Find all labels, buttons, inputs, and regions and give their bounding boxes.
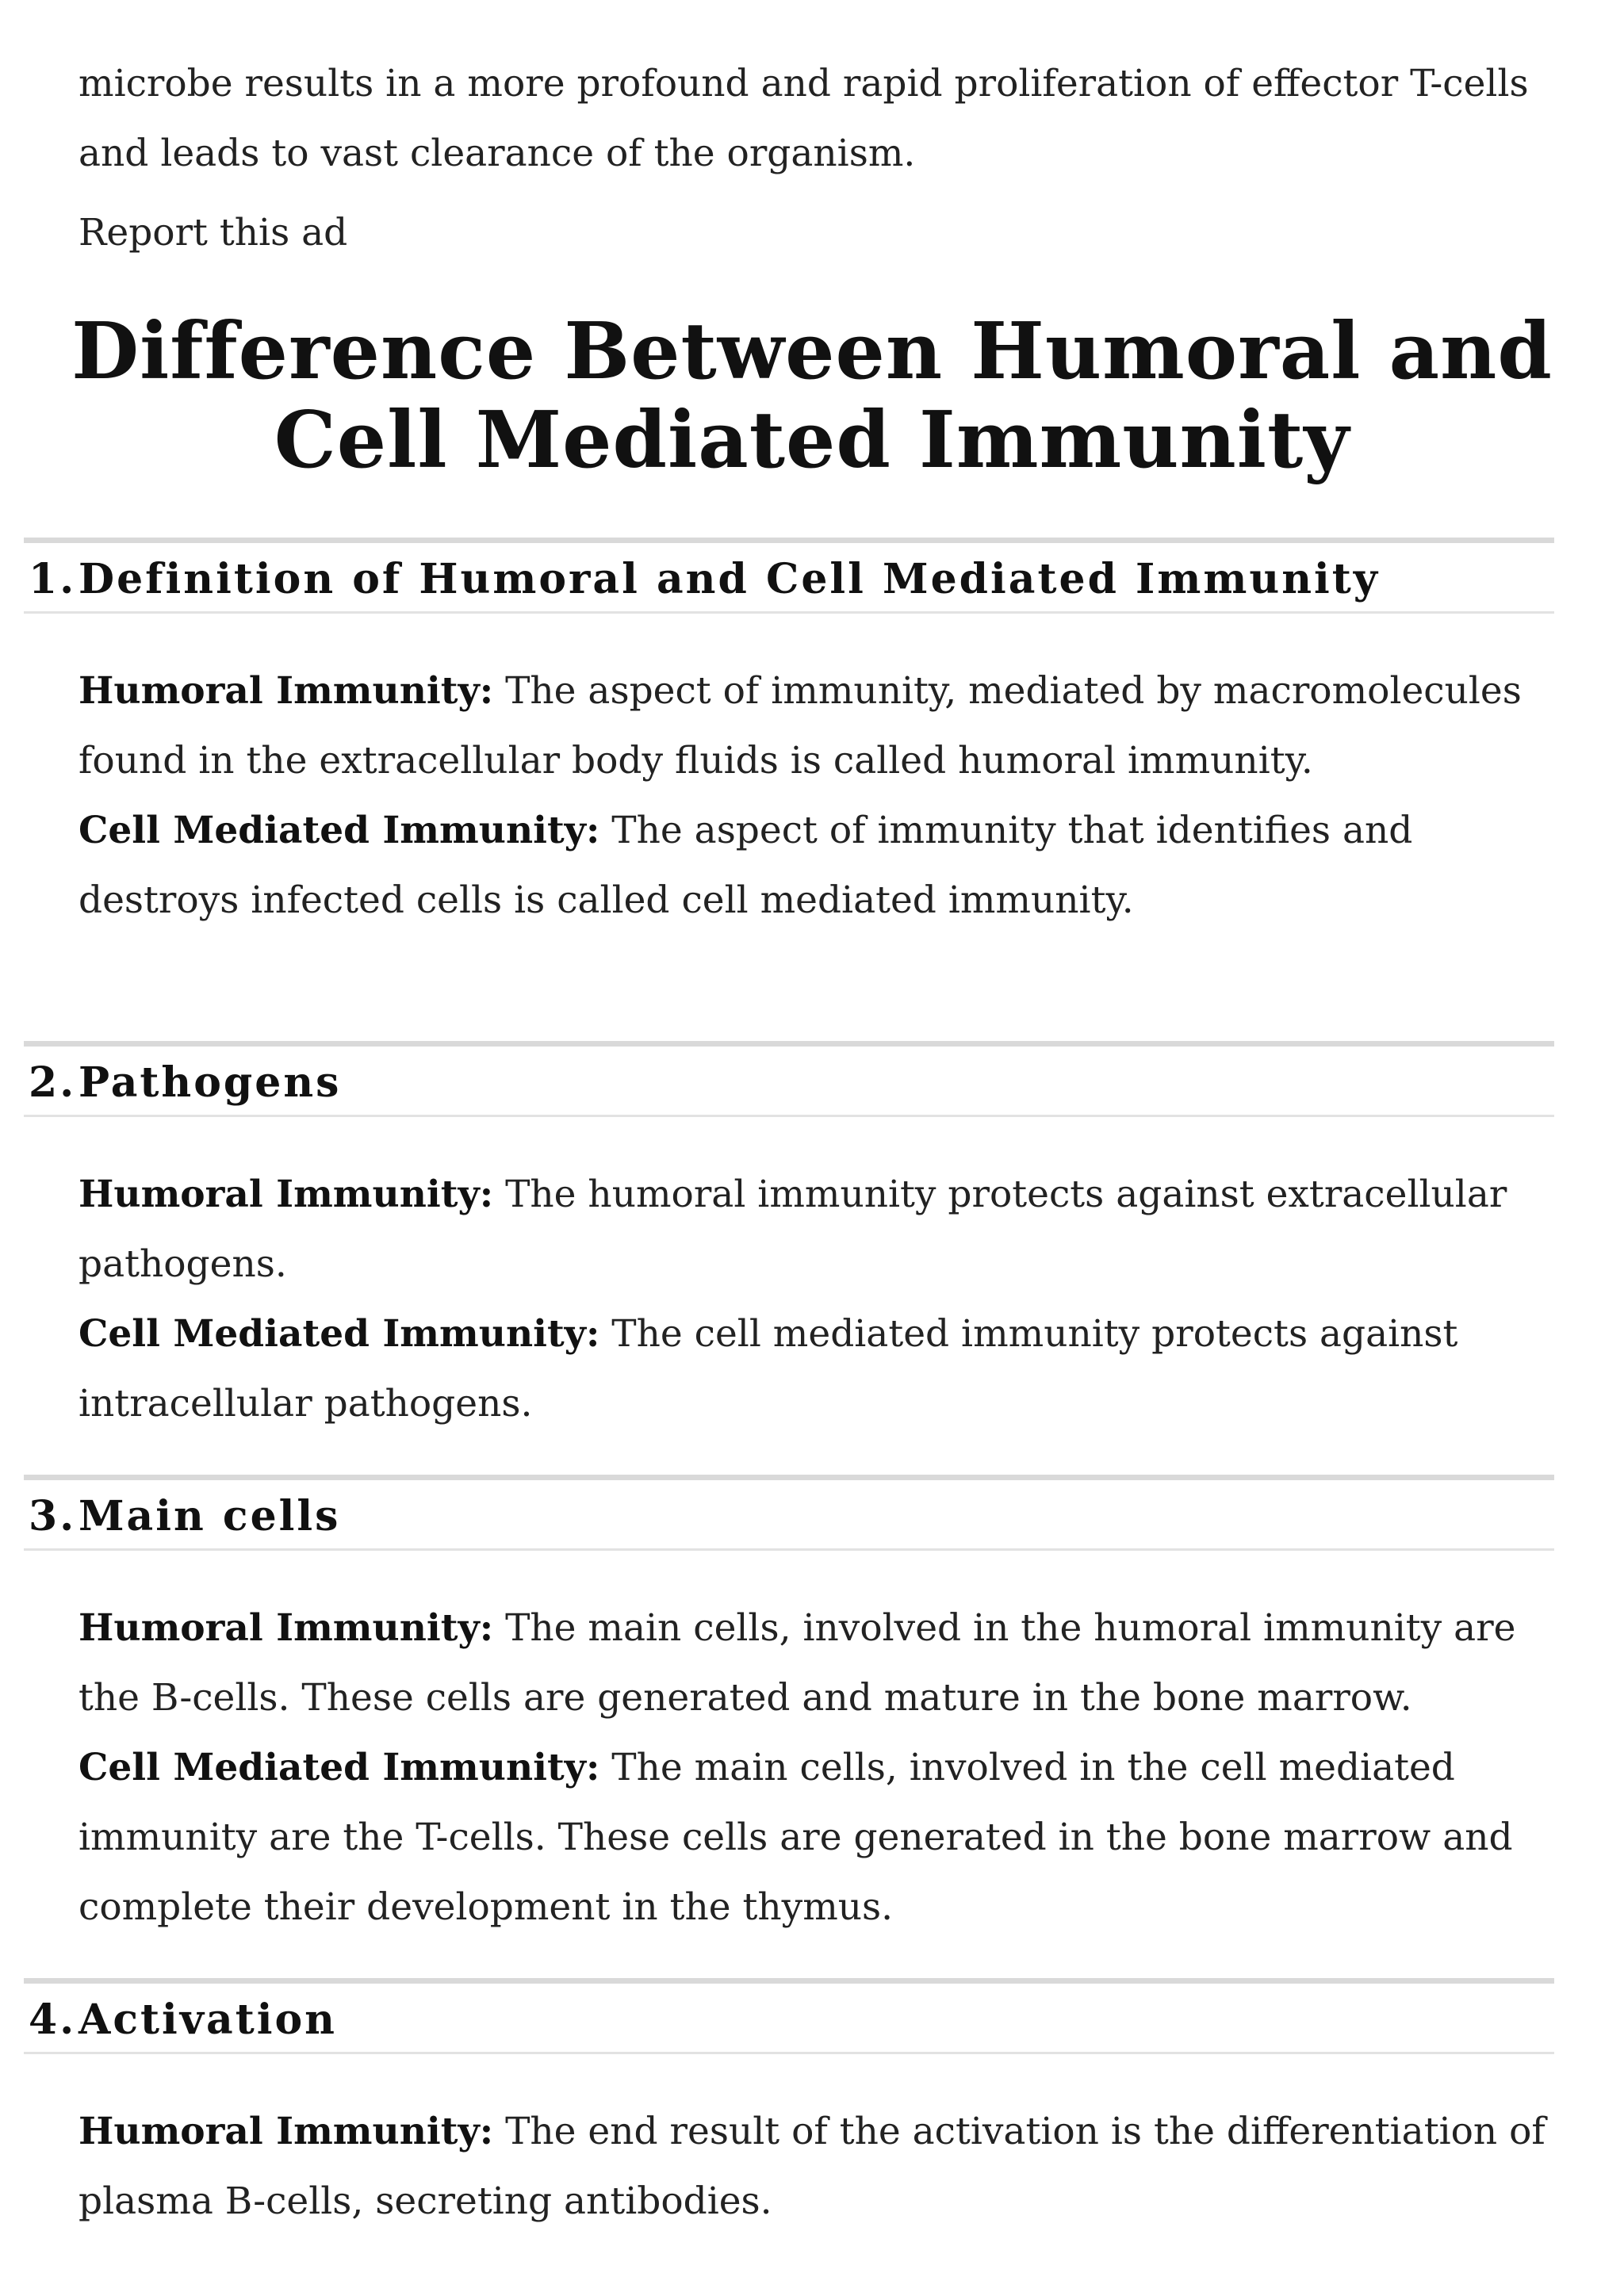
humoral-entry — [79, 656, 1569, 796]
entry-text: The main cells, involved in the humoral immunity are the B-cells. These cells are generated and mature in the bone marrow. — [79, 1606, 1516, 1720]
entry-label: Cell Mediated Immunity: — [79, 1312, 600, 1356]
entry-text: The humoral immunity protects against extracellular pathogens. — [79, 1173, 1507, 1286]
section-title: Pathogens — [79, 1058, 342, 1107]
section-number: 1. — [29, 555, 77, 603]
section-body — [79, 656, 1569, 936]
section-title: Activation — [79, 1996, 337, 2044]
section-heading — [24, 1978, 1554, 2054]
entry-text: The end result of the activation is the differentiation of plasma B-cells, secreting antibodies. — [79, 2110, 1545, 2223]
section-heading — [24, 1041, 1554, 1117]
section-number: 4. — [29, 1996, 77, 2044]
humoral-entry — [79, 1594, 1569, 1733]
report-ad-link[interactable]: Report this ad — [79, 211, 348, 254]
entry-label: Humoral Immunity: — [79, 669, 494, 713]
section-body — [79, 1160, 1569, 1439]
section-heading — [24, 538, 1554, 614]
section-heading — [24, 1475, 1554, 1551]
humoral-entry — [79, 1160, 1569, 1299]
section-title: Main cells — [79, 1492, 341, 1540]
section-body — [79, 2097, 1569, 2237]
entry-label: Humoral Immunity: — [79, 2110, 494, 2153]
cell-mediated-entry — [79, 1299, 1569, 1439]
entry-text: The aspect of immunity that identifies and destroys infected cells is called cell mediated immunity. — [79, 809, 1413, 922]
entry-label: Cell Mediated Immunity: — [79, 809, 600, 852]
cell-mediated-entry — [79, 796, 1569, 936]
entry-label: Cell Mediated Immunity: — [79, 1746, 600, 1789]
humoral-entry — [79, 2097, 1569, 2237]
entry-text: The main cells, involved in the cell mediated immunity are the T-cells. These cells are generated in the bone marrow and complete their development in the thymus. — [79, 1746, 1513, 1929]
intro-paragraph: microbe results in a more profound and rapid proliferation of effector T-cells and leads to vast clearance of the organism. — [79, 62, 1529, 175]
page-title: Difference Between Humoral and Cell Mediated Immunity — [71, 306, 1553, 486]
entry-text: The aspect of immunity, mediated by macromolecules found in the extracellular body fluids is called humoral immunity. — [79, 669, 1522, 783]
section-number: 3. — [29, 1492, 77, 1540]
entry-text: The cell mediated immunity protects against intracellular pathogens. — [79, 1312, 1458, 1425]
cell-mediated-entry — [79, 1733, 1569, 1942]
entry-label: Humoral Immunity: — [79, 1173, 494, 1216]
section-title: Definition of Humoral and Cell Mediated Immunity — [79, 555, 1381, 603]
section-body — [79, 1594, 1569, 1942]
entry-label: Humoral Immunity: — [79, 1606, 494, 1650]
section-number: 2. — [29, 1058, 77, 1107]
